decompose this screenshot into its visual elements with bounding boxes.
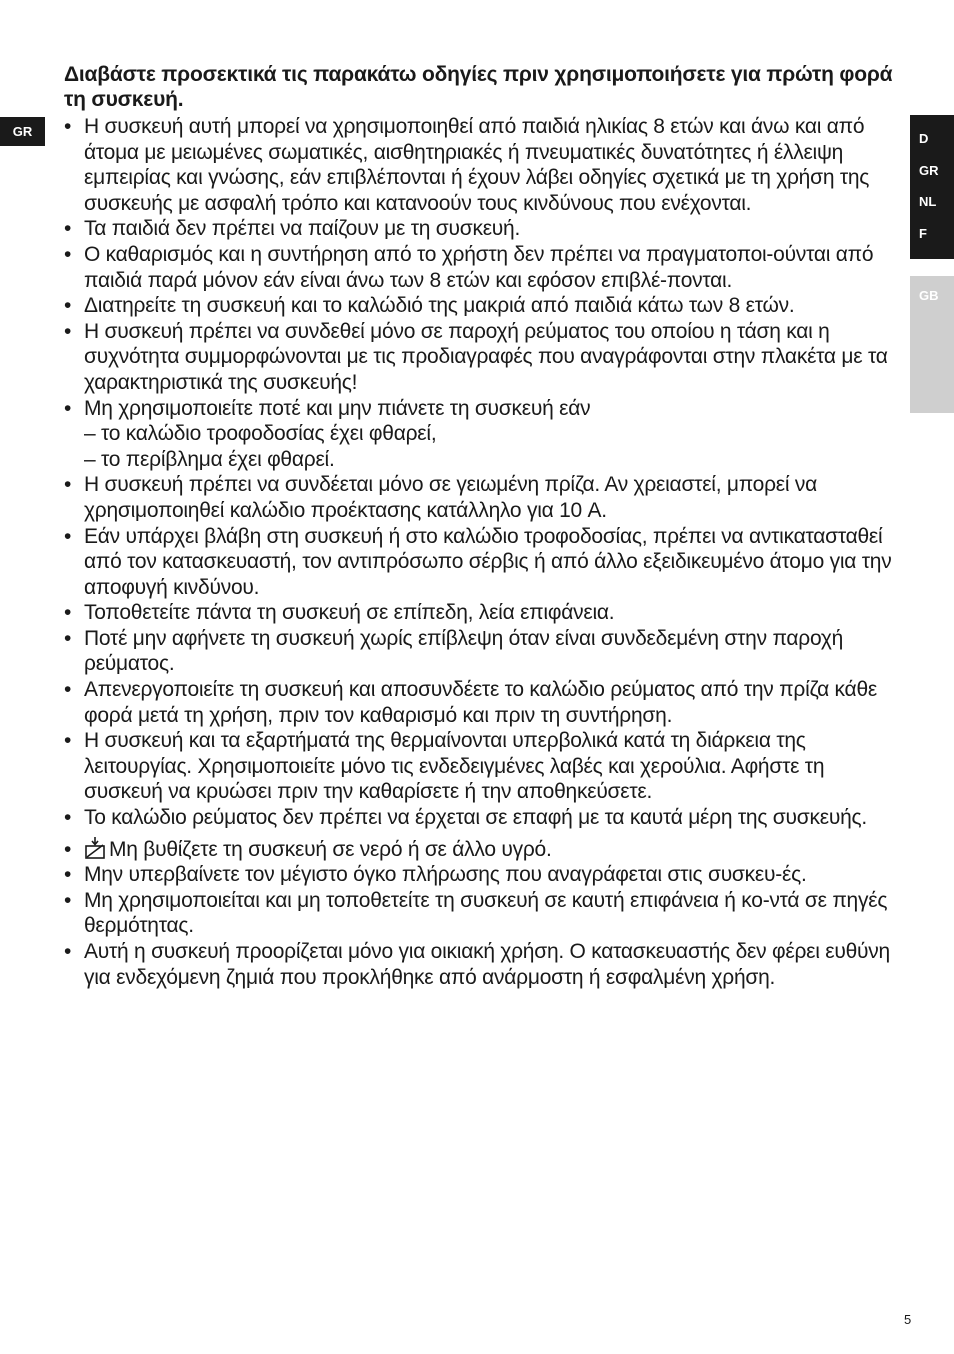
- list-item-text: Τα παιδιά δεν πρέπει να παίζουν με τη συσκευή.: [84, 217, 521, 241]
- list-item-text: Αυτή η συσκευή προορίζεται μόνο για οικιακή χρήση. Ο κατασκευαστής δεν φέρει ευθύνη για ενδεχόμενη ζημιά που προκλήθηκε από ανάρμοστη ή εσφαλμένη χρήση.: [84, 940, 890, 989]
- list-item: [64, 114, 894, 216]
- bullet: •: [64, 837, 72, 861]
- bullet: •: [64, 626, 72, 650]
- bullet: •: [64, 217, 72, 241]
- sub-item-text: – το περίβλημα έχει φθαρεί.: [84, 447, 335, 471]
- bullet: •: [64, 473, 72, 497]
- list-item-text: Μη χρησιμοποιείτε ποτέ και μην πιάνετε τη συσκευή εάν: [84, 396, 591, 420]
- bullet: •: [64, 242, 72, 266]
- list-item: [64, 319, 894, 396]
- list-item: [64, 293, 894, 319]
- sub-item-text: – το καλώδιο τροφοδοσίας έχει φθαρεί,: [84, 422, 437, 446]
- list-item-text: Η συσκευή πρέπει να συνδεθεί μόνο σε παροχή ρεύματος του οποίου η τάση και η συχνότητα συμμορφώνονται με τις προδιαγραφές που αναγράφονται στην πλακέτα με τα χαρακτηριστικά της συσκευής!: [84, 319, 888, 394]
- language-tabs-light: [910, 276, 954, 413]
- bullet: •: [64, 729, 72, 753]
- lang-tab-nl[interactable]: NL: [919, 194, 937, 209]
- lang-tab-gr[interactable]: GR: [919, 163, 939, 178]
- bullet: •: [64, 940, 72, 963]
- lang-tab-gb[interactable]: GB: [919, 288, 939, 303]
- bullet: •: [64, 888, 72, 912]
- bullet: •: [64, 601, 72, 625]
- bullet: •: [64, 806, 72, 830]
- list-item-text: Μην υπερβαίνετε τον μέγιστο όγκο πλήρωσης που αναγράφεται στις συσκευ-ές.: [84, 863, 807, 887]
- list-item: [64, 888, 894, 939]
- lang-tab-f[interactable]: F: [919, 226, 927, 241]
- bullet: •: [64, 863, 72, 887]
- list-item: [64, 677, 894, 728]
- lang-tab-d[interactable]: D: [919, 131, 929, 146]
- list-item: [64, 939, 894, 990]
- list-item: [64, 216, 894, 242]
- bullet: •: [64, 294, 72, 318]
- bullet: •: [64, 678, 72, 702]
- list-item-text: Το καλώδιο ρεύματος δεν πρέπει να έρχεται σε επαφή με τα καυτά μέρη της συσκευής.: [84, 806, 867, 830]
- list-item-text: Η συσκευή πρέπει να συνδέεται μόνο σε γειωμένη πρίζα. Αν χρειαστεί, μπορεί να χρησιμοποιηθεί καλώδιο προέκτασης κατάλληλο για 10 A.: [84, 473, 818, 522]
- list-item: [64, 524, 894, 601]
- list-item-text: Τοποθετείτε πάντα τη συσκευή σε επίπεδη, λεία επιφάνεια.: [84, 601, 615, 625]
- list-item: [64, 600, 894, 626]
- list-item: [64, 472, 894, 523]
- language-side-tag: GR: [0, 117, 45, 146]
- list-item-text: Ο καθαρισμός και η συντήρηση από το χρήστη δεν πρέπει να πραγματοποι-ούνται από παιδιά παρά μόνον εάν είναι άνω των 8 ετών και εφόσον επιβλέ-πονται.: [84, 242, 874, 292]
- list-item: [64, 862, 894, 888]
- safety-instructions: [64, 62, 894, 990]
- list-item-text: Διατηρείτε τη συσκευή και το καλώδιό της μακριά από παιδιά κάτω των 8 ετών.: [84, 294, 795, 318]
- list-item: [64, 837, 894, 863]
- list-item-text: Εάν υπάρχει βλάβη στη συσκευή ή στο καλώδιο τροφοδοσίας, πρέπει να αντικατασταθεί από τον κατασκευαστή, τον αντιπρόσωπο σέρβις ή από άλλο εξειδικευμένο άτομο για την αποφυγή κινδύνου.: [84, 524, 892, 599]
- sub-item: [64, 421, 894, 447]
- page-number: 5: [904, 1312, 912, 1327]
- list-item-text: Απενεργοποιείτε τη συσκευή και αποσυνδέετε το καλώδιο ρεύματος από την πρίζα κάθε φορά μετά τη χρήση, πριν τον καθαρισμό και πριν τη συντήρηση.: [84, 678, 877, 727]
- list-item: [64, 396, 894, 422]
- no-immersion-icon: [84, 837, 106, 859]
- language-tabs-dark: [910, 115, 954, 259]
- list-item-text: Ποτέ μην αφήνετε τη συσκευή χωρίς επίβλεψη όταν είναι συνδεδεμένη στην παροχή ρεύματος.: [84, 626, 844, 676]
- bullet: •: [64, 524, 72, 548]
- page-heading: Διαβάστε προσεκτικά τις παρακάτω οδηγίες πριν χρησιμοποιήσετε για πρώτη φορά τη συσκευή.: [64, 63, 893, 111]
- list-item-text: Η συσκευή αυτή μπορεί να χρησιμοποιηθεί από παιδιά ηλικίας 8 ετών και άνω και από άτομα με μειωμένες σωματικές, αισθητηριακές ή πνευματικές δυνατότητες ή έλλειψη εμπειρίας και γνώσης, εάν επιβλέπονται ή έχουν λάβει οδηγίες σχετικά με τη χρήση της συσκευής με ασφαλή τρόπο και κατανοούν τους κινδύνους που ενέχονται.: [84, 115, 870, 215]
- sub-item: [64, 447, 894, 473]
- list-item: [64, 728, 894, 805]
- instruction-list: [64, 114, 894, 990]
- bullet: •: [64, 319, 72, 343]
- bullet: •: [64, 115, 72, 138]
- bullet: •: [64, 396, 72, 420]
- list-item-text: Μη βυθίζετε τη συσκευή σε νερό ή σε άλλο υγρό.: [109, 837, 552, 861]
- list-item: [64, 626, 894, 677]
- list-item: [64, 242, 894, 293]
- list-item: [64, 805, 894, 831]
- list-item-text: Μη χρησιμοποιείται και μη τοποθετείτε τη συσκευή σε καυτή επιφάνεια ή κο-ντά σε πηγές θερμότητας.: [84, 888, 888, 938]
- list-item-text: Η συσκευή και τα εξαρτήματά της θερμαίνονται υπερβολικά κατά τη διάρκεια της λειτουργίας. Χρησιμοποιείτε μόνο τις ενδεδειγμένες λαβές και χερούλια. Αφήστε τη συσκευή να κρυώσει πριν την καθαρίσετε ή την αποθηκεύσετε.: [84, 729, 825, 804]
